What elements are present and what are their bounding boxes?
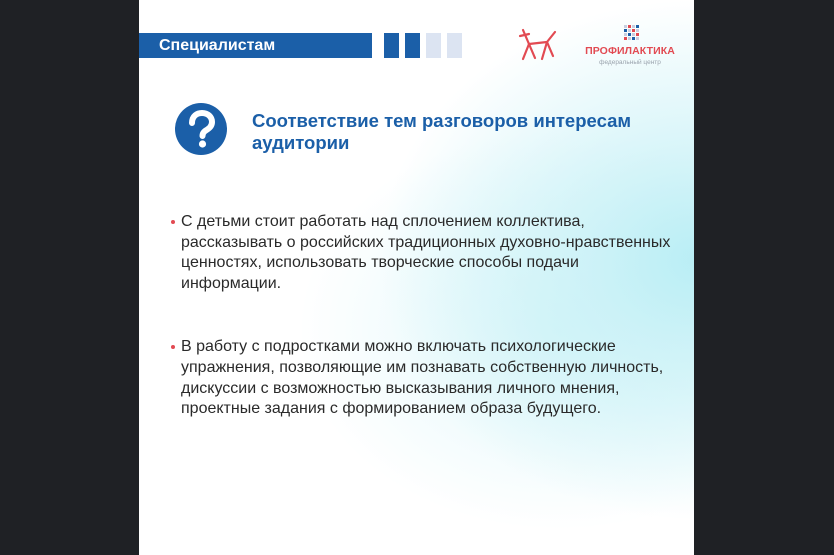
bullet-text: С детьми стоит работать над сплочением коллектива, рассказывать о российских традиционных духовно-нравственных ценностях, использовать творческие способы подачи информации. bbox=[181, 213, 671, 292]
bullet-dot-icon bbox=[171, 220, 175, 224]
chair-logo-icon bbox=[517, 26, 559, 62]
logo-name: ПРОФИЛАКТИКА bbox=[585, 45, 675, 57]
decor-block bbox=[405, 33, 420, 58]
top-bar bbox=[139, 33, 468, 58]
decor-block bbox=[384, 33, 399, 58]
section-tag: Специалистам bbox=[139, 33, 372, 58]
decorative-blocks bbox=[384, 33, 468, 58]
question-icon bbox=[175, 103, 227, 155]
bullet-text: В работу с подростками можно включать психологические упражнения, позволяющие им познавать собственную личность, дискуссии с возможностью высказывания личного мнения, проектные задания с формированием образа будущего. bbox=[181, 338, 664, 418]
logo-grid-icon bbox=[624, 25, 640, 43]
logo-subtitle: федеральный центр bbox=[599, 59, 661, 66]
list-item bbox=[171, 212, 671, 294]
bullet-dot-icon bbox=[171, 345, 175, 349]
slide-card bbox=[139, 0, 694, 555]
page-title: Соответствие тем разговоров интересам аудитории bbox=[252, 110, 632, 153]
list-item bbox=[171, 337, 671, 419]
decor-block bbox=[447, 33, 462, 58]
decor-block bbox=[426, 33, 441, 58]
bullet-list bbox=[171, 212, 671, 420]
